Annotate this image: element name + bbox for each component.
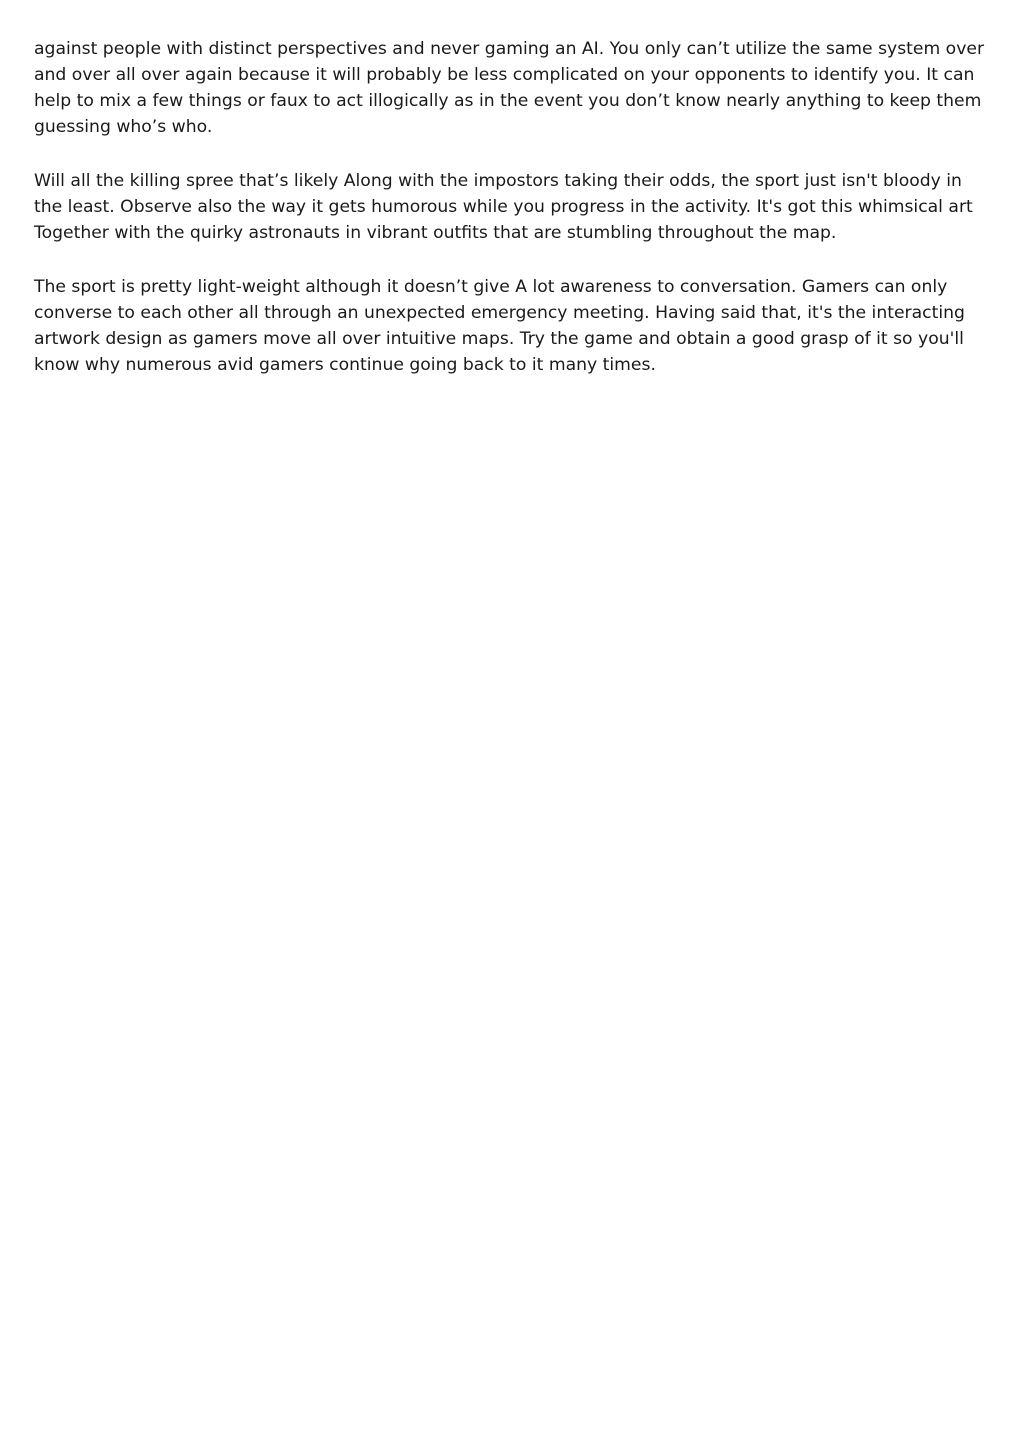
paragraph-3: The sport is pretty light-weight although it doesn’t give A lot awareness to conversation. Gamers can only converse to each other all through an unexpected emergency meeting. Having said that, it's the interacting artwork design as gamers move all over intuitive maps. Try the game and obtain a good grasp of it so you'll know why numerous avid gamers continue going back to it many times. [34,277,965,375]
paragraph-2: Will all the killing spree that’s likely Along with the impostors taking their odds, the sport just isn't bloody in the least. Observe also the way it gets humorous while you progress in the activity. It's got this whimsical art Together with the quirky astronauts in vibrant outfits that are stumbling throughout the map. [34,171,973,243]
document-page [34,36,994,406]
paragraph-1: against people with distinct perspectives and never gaming an AI. You only can’t utilize the same system over and over all over again because it will probably be less complicated on your opponents to identify you. It can help to mix a few things or faux to act illogically as in the event you don’t know nearly anything to keep them guessing who’s who. [34,39,985,137]
